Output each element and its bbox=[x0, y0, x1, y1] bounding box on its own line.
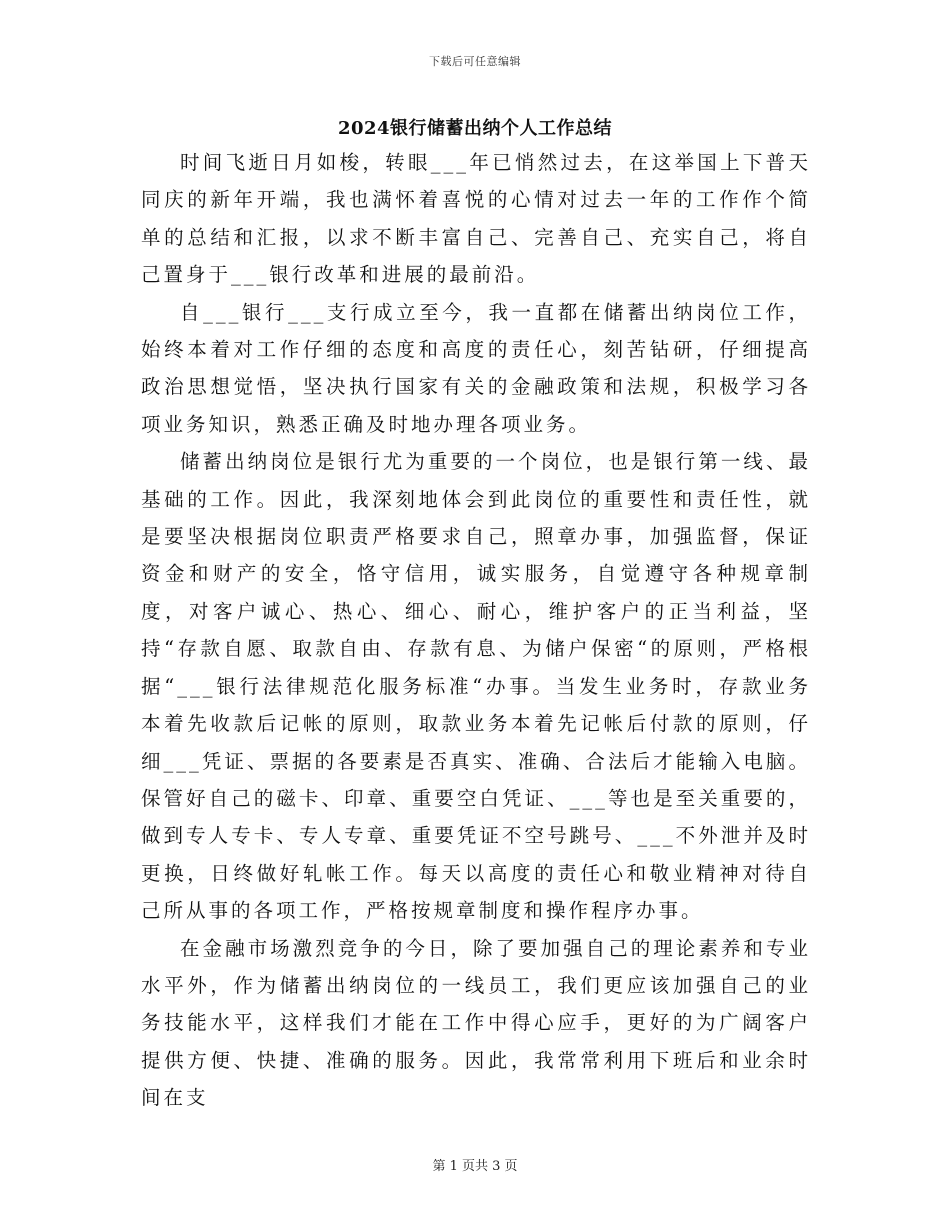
page-number: 第 1 页共 3 页 bbox=[432, 1159, 518, 1174]
document-body bbox=[141, 144, 811, 1117]
paragraph: 自___银行___支行成立至今，我一直都在储蓄出纳岗位工作，始终本着对工作仔细的态度和高度的责任心，刻苦钻研，仔细提高政治思想觉悟，坚决执行国家有关的金融政策和法规，积极学习各项业务知识，熟悉正确及时地办理各项业务。 bbox=[141, 300, 811, 436]
paragraph: 时间飞逝日月如梭，转眼___年已悄然过去，在这举国上下普天同庆的新年开端，我也满怀着喜悦的心情对过去一年的工作作个简单的总结和汇报，以求不断丰富自己、完善自己、充实自己，将自己置身于___银行改革和进展的最前沿。 bbox=[141, 151, 811, 287]
paragraph: 在金融市场激烈竞争的今日，除了要加强自己的理论素养和专业水平外，作为储蓄出纳岗位的一线员工，我们更应该加强自己的业务技能水平，这样我们才能在工作中得心应手，更好的为广阔客户提供方便、快捷、准确的服务。因此，我常常利用下班后和业余时间在支 bbox=[141, 936, 811, 1110]
document-title: 2024银行储蓄出纳个人工作总结 bbox=[337, 118, 613, 139]
paragraph: 储蓄出纳岗位是银行尤为重要的一个岗位，也是银行第一线、最基础的工作。因此，我深刻地体会到此岗位的重要性和责任性，就是要坚决根据岗位职责严格要求自己，照章办事，加强监督，保证资金和财产的安全，恪守信用，诚实服务，自觉遵守各种规章制度，对客户诚心、热心、细心、耐心，维护客户的正当利益，坚持“存款自愿、取款自由、存款有息、为储户保密“的原则，严格根据“___银行法律规范化服务标准“办事。当发生业务时，存款业务本着先收款后记帐的原则，取款业务本着先记帐后付款的原则，仔细___凭证、票据的各要素是否真实、准确、合法后才能输入电脑。保管好自己的磁卡、印章、重要空白凭证、___等也是至关重要的，做到专人专卡、专人专章、重要凭证不空号跳号、___不外泄并及时更换，日终做好轧帐工作。每天以高度的责任心和敬业精神对待自己所从事的各项工作，严格按规章制度和操作程序办事。 bbox=[141, 450, 811, 923]
header-note: 下载后可任意编辑 bbox=[429, 55, 521, 68]
